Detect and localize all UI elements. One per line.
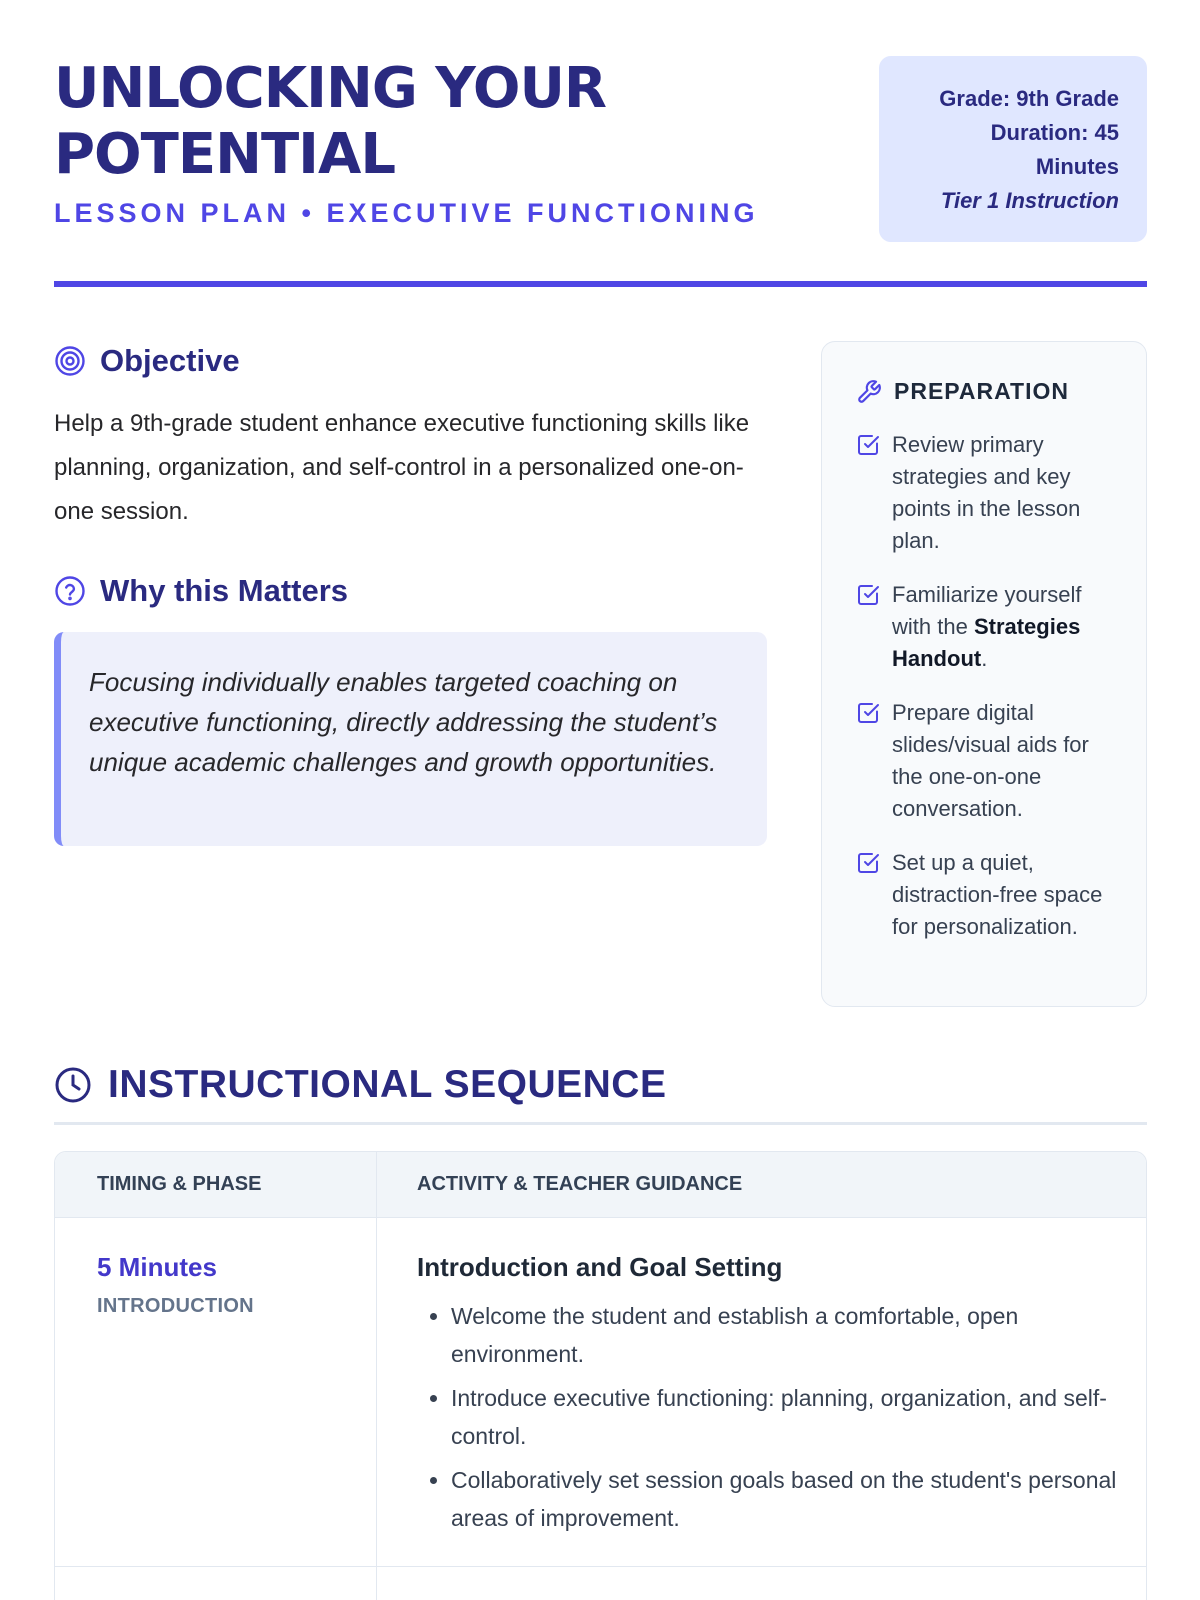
header-divider xyxy=(54,281,1147,287)
preparation-item-text: Familiarize yourself with the Strategies Handout. xyxy=(892,582,1082,671)
activity-cell xyxy=(377,1567,1146,1600)
preparation-item xyxy=(856,697,1122,825)
why-heading xyxy=(54,573,348,609)
page-header xyxy=(54,56,1147,229)
objective-heading xyxy=(54,343,240,379)
phase-label: INTRODUCTION xyxy=(97,1295,254,1317)
wrench-icon xyxy=(856,379,882,405)
timing-value: 5 Minutes xyxy=(97,1252,217,1282)
sequence-heading-text: INSTRUCTIONAL SEQUENCE xyxy=(108,1063,667,1106)
table-row xyxy=(55,1218,1146,1567)
preparation-heading-text: PREPARATION xyxy=(894,378,1069,404)
checkbox-checked-icon xyxy=(856,851,880,875)
timing-cell xyxy=(55,1218,377,1566)
checkbox-checked-icon xyxy=(856,701,880,725)
activity-title: Introduction and Goal Setting xyxy=(417,1252,783,1282)
list-item: • Collaboratively set session goals based on the student's personal areas of improvement. xyxy=(451,1461,1131,1537)
checkbox-checked-icon xyxy=(856,583,880,607)
preparation-item-text: Review primary strategies and key points in the lesson plan. xyxy=(892,432,1081,553)
sequence-heading xyxy=(54,1063,667,1107)
sequence-divider xyxy=(54,1122,1147,1125)
page-title: UNLOCKING YOUR POTENTIAL xyxy=(54,56,607,187)
duration-label: Duration: 45 Minutes xyxy=(990,120,1119,179)
timing-cell xyxy=(55,1567,377,1600)
preparation-item xyxy=(856,579,1122,675)
activity-list xyxy=(417,1297,1146,1537)
question-circle-icon xyxy=(54,575,86,607)
preparation-item-text: Prepare digital slides/visual aids for the one-on-one conversation. xyxy=(892,700,1089,821)
list-item: • Welcome the student and establish a comfortable, open environment. xyxy=(451,1297,1131,1373)
preparation-heading xyxy=(856,378,1122,405)
sequence-table xyxy=(54,1151,1147,1600)
preparation-card xyxy=(821,341,1147,1007)
objective-text: Help a 9th-grade student enhance executive functioning skills like planning, organization, and self-control in a personalized one-on-one session. xyxy=(54,410,750,525)
table-row xyxy=(55,1567,1146,1600)
objective-heading-text: Objective xyxy=(100,343,240,378)
lesson-meta-box xyxy=(879,56,1147,242)
target-icon xyxy=(54,345,86,377)
preparation-item-text: Set up a quiet, distraction-free space for personalization. xyxy=(892,850,1103,939)
column-header-timing: TIMING & PHASE xyxy=(55,1152,377,1217)
preparation-list xyxy=(856,429,1122,943)
page-subtitle: LESSON PLAN • EXECUTIVE FUNCTIONING xyxy=(54,198,759,228)
column-header-activity: ACTIVITY & TEACHER GUIDANCE xyxy=(417,1173,743,1195)
why-quote: Focusing individually enables targeted coaching on executive functioning, directly addressing the student’s unique academic challenges and growth opportunities. xyxy=(54,632,767,846)
why-heading-text: Why this Matters xyxy=(100,573,349,608)
list-item: • Introduce executive functioning: planning, organization, and self-control. xyxy=(451,1379,1131,1455)
clock-icon xyxy=(54,1066,92,1104)
checkbox-checked-icon xyxy=(856,433,880,457)
tier-label: Tier 1 Instruction xyxy=(940,188,1119,213)
table-header-row xyxy=(55,1152,1146,1218)
strategies-handout-ref: Strategies Handout xyxy=(892,614,1081,671)
grade-label: Grade: 9th Grade xyxy=(939,86,1119,111)
preparation-item xyxy=(856,429,1122,557)
activity-cell xyxy=(377,1218,1146,1566)
preparation-item xyxy=(856,847,1122,943)
